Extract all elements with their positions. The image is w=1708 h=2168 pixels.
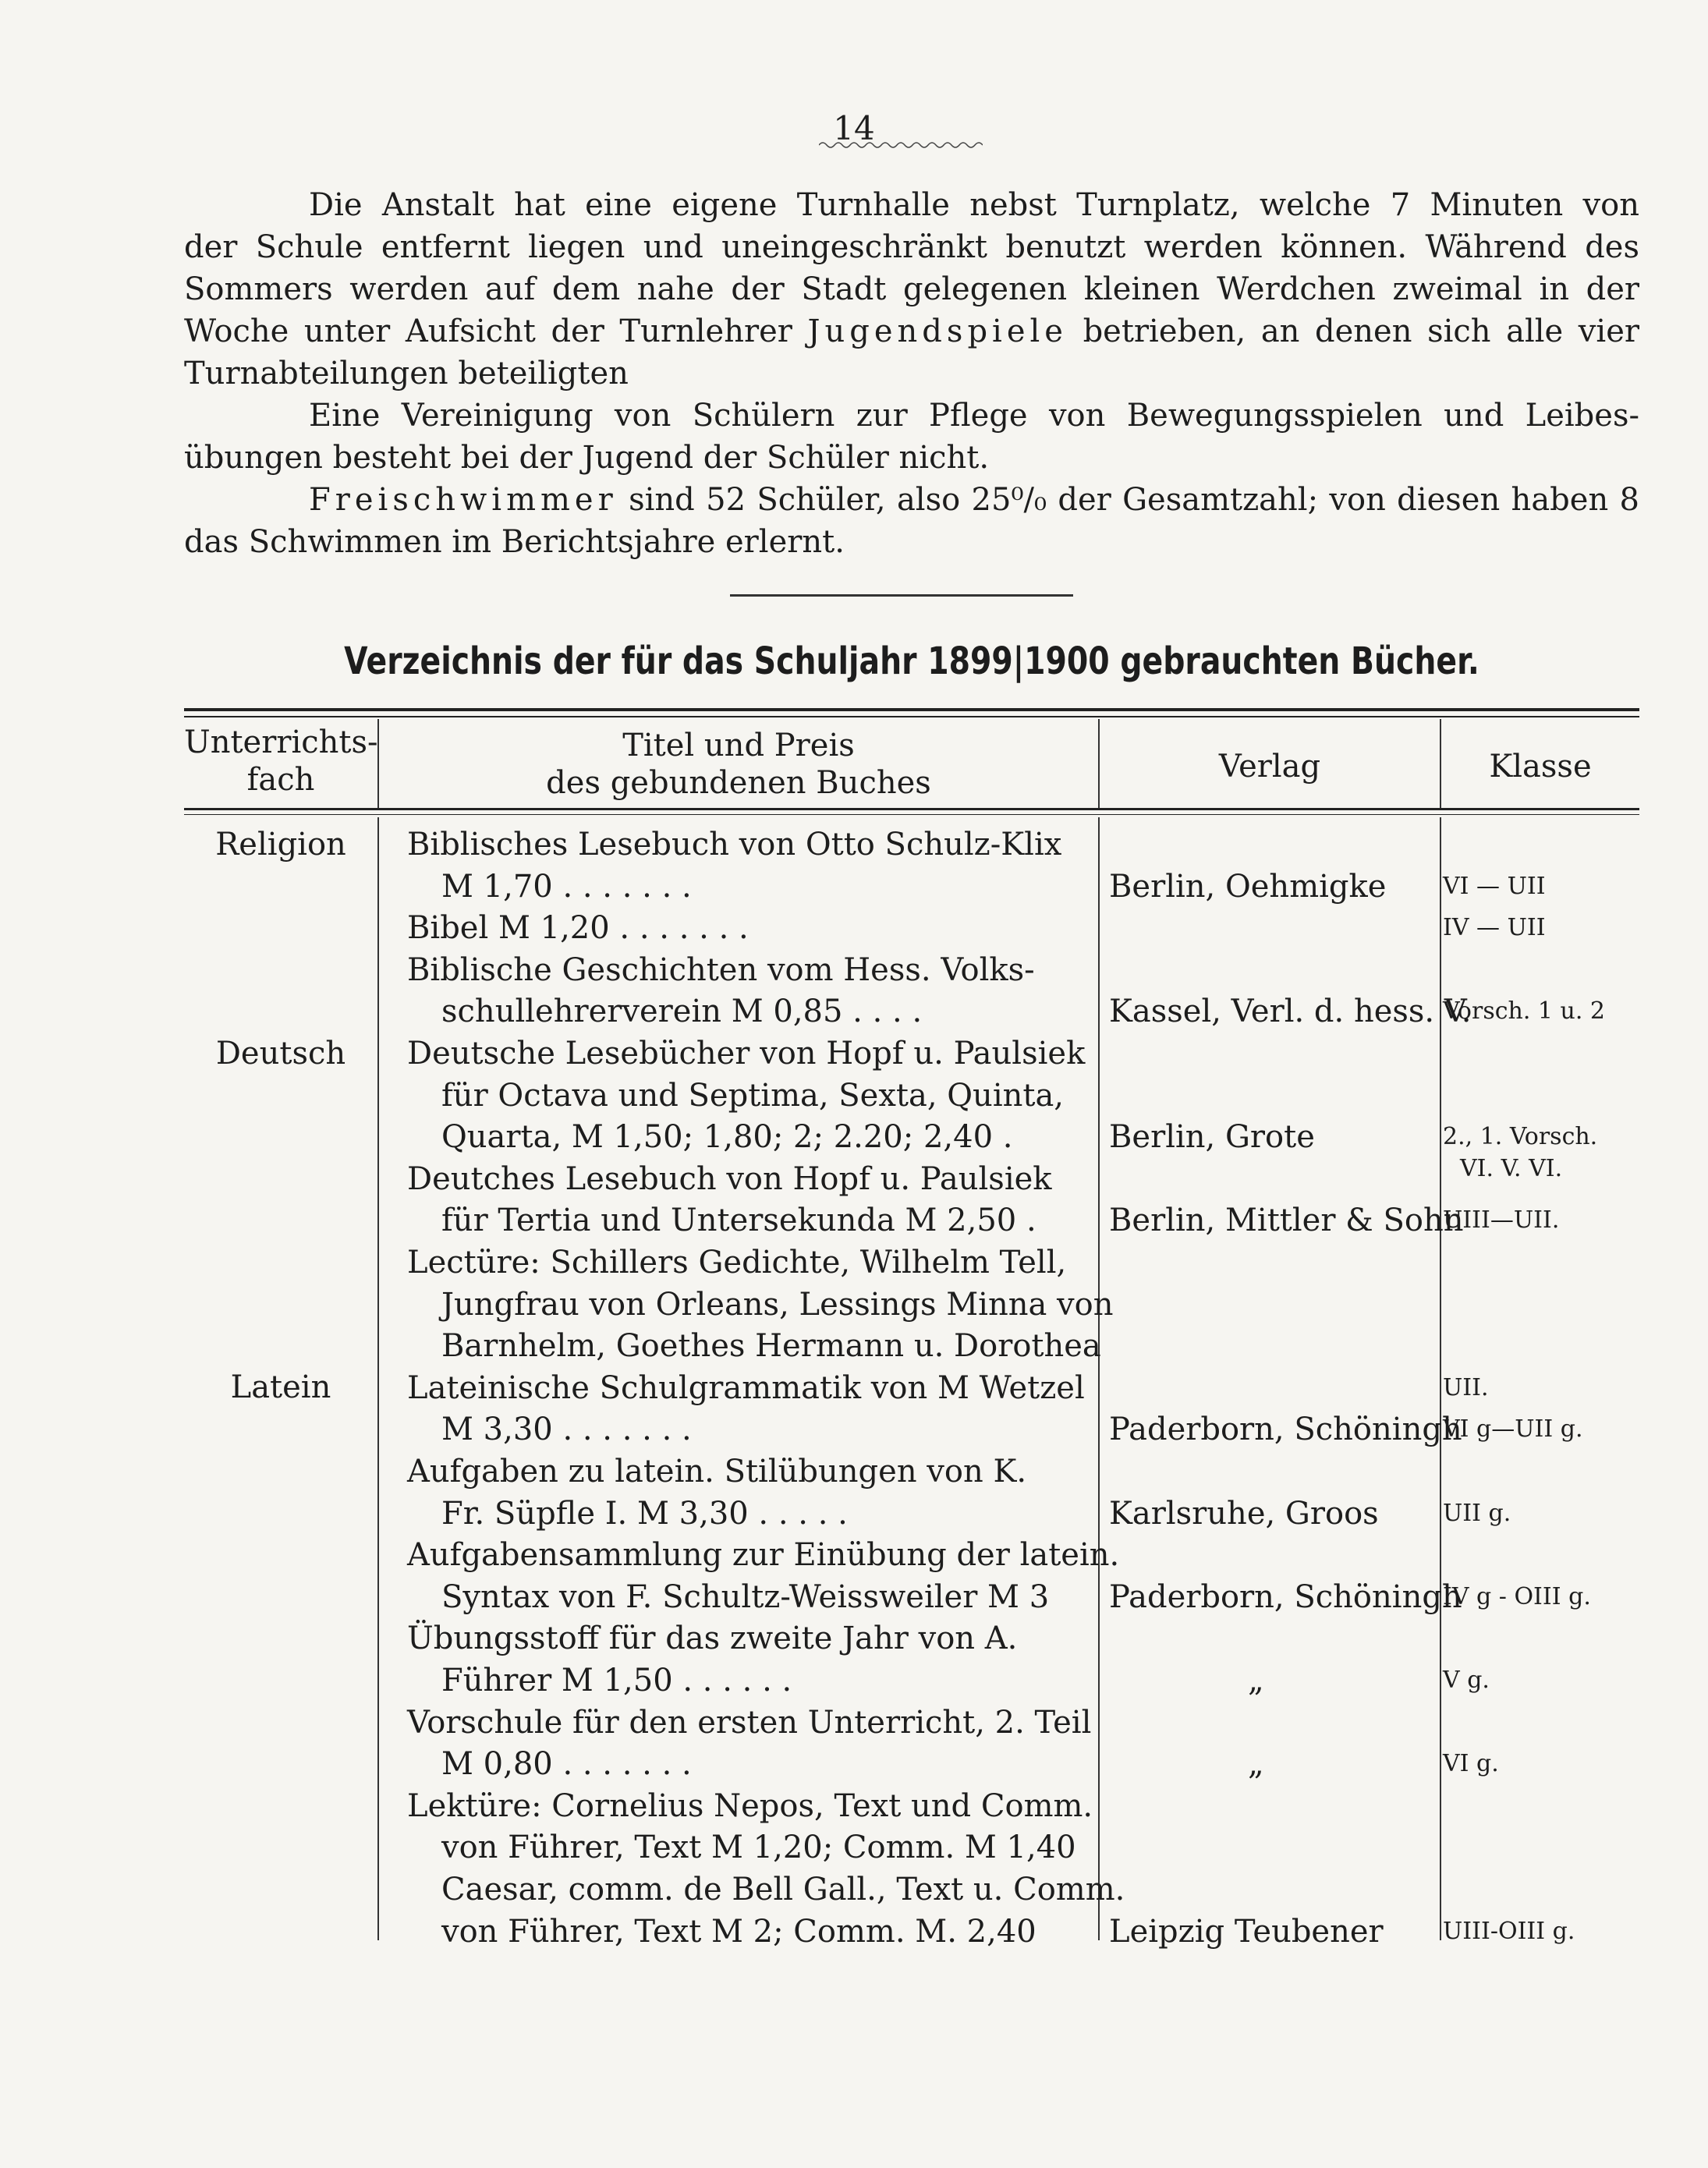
header-class: Klasse xyxy=(1489,749,1592,785)
class-range: UII g. xyxy=(1443,1500,1511,1527)
header-publisher: Verlag xyxy=(1218,749,1321,785)
title-line: M 0,80 . . . . . . . xyxy=(441,1746,692,1782)
title-line: für Octava und Septima, Sexta, Quinta, xyxy=(441,1078,1065,1114)
class-range: UIII—UII. xyxy=(1443,1206,1560,1234)
title-line: Biblisches Lesebuch von Otto Schulz-Klix xyxy=(407,827,1062,863)
intro-line: das Schwimmen im Berichtsjahre erlernt. xyxy=(184,524,845,560)
header-rule xyxy=(184,808,1639,810)
intro-line: übungen besteht bei der Jugend der Schüler nicht. xyxy=(184,440,990,476)
title-line: Syntax von F. Schultz-Weissweiler M 3 xyxy=(441,1579,1050,1615)
title-line: Jungfrau von Orleans, Lessings Minna von xyxy=(441,1287,1114,1323)
intro-text: Woche unter Aufsicht der Turnlehrer xyxy=(184,314,792,349)
column-divider xyxy=(377,817,379,1940)
intro-line: Turnabteilungen beteiligten xyxy=(184,356,629,391)
publisher: Karlsruhe, Groos xyxy=(1109,1496,1379,1532)
title-line: Aufgabensammlung zur Einübung der latein. xyxy=(407,1537,1120,1573)
page-number: 14 xyxy=(833,109,875,147)
title-line: von Führer, Text M 2; Comm. M. 2,40 xyxy=(441,1914,1036,1950)
title-line: M 3,30 . . . . . . . xyxy=(441,1412,692,1447)
class-range: Vorsch. 1 u. 2 xyxy=(1443,997,1606,1025)
title-line: Biblische Geschichten vom Hess. Volks- xyxy=(407,952,1035,988)
intro-line xyxy=(184,479,1639,521)
intro-line: Die Anstalt hat eine eigene Turnhalle nebst Turnplatz, welche 7 Minuten von xyxy=(309,187,1639,223)
class-range: IV — UII xyxy=(1443,914,1546,941)
column-divider xyxy=(1440,817,1441,1940)
class-range: UIII-OIII g. xyxy=(1443,1918,1575,1945)
intro-text: sind 52 Schüler, also 25⁰/₀ der Gesamtzahl; von diesen haben 8 xyxy=(629,482,1640,518)
intro-line xyxy=(184,310,1639,352)
publisher: Berlin, Grote xyxy=(1109,1119,1315,1155)
intro-line: der Schule entfernt liegen und uneingeschränkt benutzt werden können. Während des xyxy=(184,229,1639,265)
class-range: VI g. xyxy=(1443,1750,1499,1777)
section-divider xyxy=(730,594,1073,597)
publisher: Leipzig Teubener xyxy=(1109,1914,1384,1950)
publisher: Paderborn, Schöningh xyxy=(1109,1412,1462,1447)
title-line: schullehrerverein M 0,85 . . . . xyxy=(441,994,923,1029)
class-range: UII. xyxy=(1443,1374,1489,1401)
title-line: Fr. Süpfle I. M 3,30 . . . . . xyxy=(441,1496,848,1532)
list-title: Verzeichnis der für das Schuljahr 1899|1900 gebrauchten Bücher. xyxy=(344,639,1479,683)
subject-religion: Religion xyxy=(215,827,346,863)
publisher: Kassel, Verl. d. hess. V. xyxy=(1109,994,1472,1029)
title-line: Übungsstoff für das zweite Jahr von A. xyxy=(407,1621,1018,1656)
table-top-rule xyxy=(184,708,1639,711)
title-line: Lateinische Schulgrammatik von M Wetzel xyxy=(407,1370,1085,1406)
wave-ornament xyxy=(819,140,983,150)
intro-text: betrieben, an denen sich alle vier xyxy=(1083,314,1639,349)
title-line: für Tertia und Untersekunda M 2,50 . xyxy=(441,1203,1036,1238)
subject-latein: Latein xyxy=(230,1369,331,1405)
class-range: VI g—UII g. xyxy=(1443,1415,1583,1443)
class-range: VI. V. VI. xyxy=(1460,1155,1563,1182)
publisher-ditto: „ xyxy=(1248,1663,1264,1699)
title-line: Lektüre: Cornelius Nepos, Text und Comm. xyxy=(407,1788,1093,1824)
class-range: V g. xyxy=(1443,1667,1490,1694)
class-range: 2., 1. Vorsch. xyxy=(1443,1123,1598,1150)
subject-deutsch: Deutsch xyxy=(215,1036,346,1072)
title-line: Vorschule für den ersten Unterricht, 2. Teil xyxy=(407,1705,1092,1741)
title-line: von Führer, Text M 1,20; Comm. M 1,40 xyxy=(441,1830,1076,1865)
title-line: Aufgaben zu latein. Stilübungen von K. xyxy=(407,1454,1027,1490)
title-line: M 1,70 . . . . . . . xyxy=(441,869,692,905)
title-line: Lectüre: Schillers Gedichte, Wilhelm Tell, xyxy=(407,1245,1067,1281)
title-line: Barnhelm, Goethes Hermann u. Dorothea xyxy=(441,1328,1101,1364)
intro-emphasis: Jugendspiele xyxy=(807,314,1068,349)
header-title: Titel und Preis des gebundenen Buches xyxy=(546,728,931,801)
title-line: Deutsche Lesebücher von Hopf u. Paulsiek xyxy=(407,1036,1086,1072)
class-range: VI — UII xyxy=(1443,873,1546,900)
intro-line: Eine Vereinigung von Schülern zur Pflege von Bewegungsspielen und Leibes- xyxy=(309,398,1639,434)
publisher-ditto: „ xyxy=(1248,1746,1264,1782)
publisher: Berlin, Oehmigke xyxy=(1109,869,1387,905)
publisher: Berlin, Mittler & Sohn xyxy=(1109,1203,1464,1238)
table-top-rule xyxy=(184,716,1639,717)
intro-line: Sommers werden auf dem nahe der Stadt gelegenen kleinen Werdchen zweimal in der xyxy=(184,271,1639,307)
title-line: Caesar, comm. de Bell Gall., Text u. Comm. xyxy=(441,1872,1125,1908)
class-range: IV g - OIII g. xyxy=(1443,1583,1591,1610)
title-line: Quarta, M 1,50; 1,80; 2; 2.20; 2,40 . xyxy=(441,1119,1013,1155)
header-subject: Unterrichts- fach xyxy=(184,724,378,798)
column-divider xyxy=(1098,817,1100,1940)
title-line: Deutches Lesebuch von Hopf u. Paulsiek xyxy=(407,1161,1052,1197)
publisher: Paderborn, Schöningh xyxy=(1109,1579,1462,1615)
intro-emphasis: Freischwimmer xyxy=(309,482,618,518)
title-line: Führer M 1,50 . . . . . . xyxy=(441,1663,792,1699)
title-line: Bibel M 1,20 . . . . . . . xyxy=(407,910,749,946)
header-rule xyxy=(184,814,1639,815)
